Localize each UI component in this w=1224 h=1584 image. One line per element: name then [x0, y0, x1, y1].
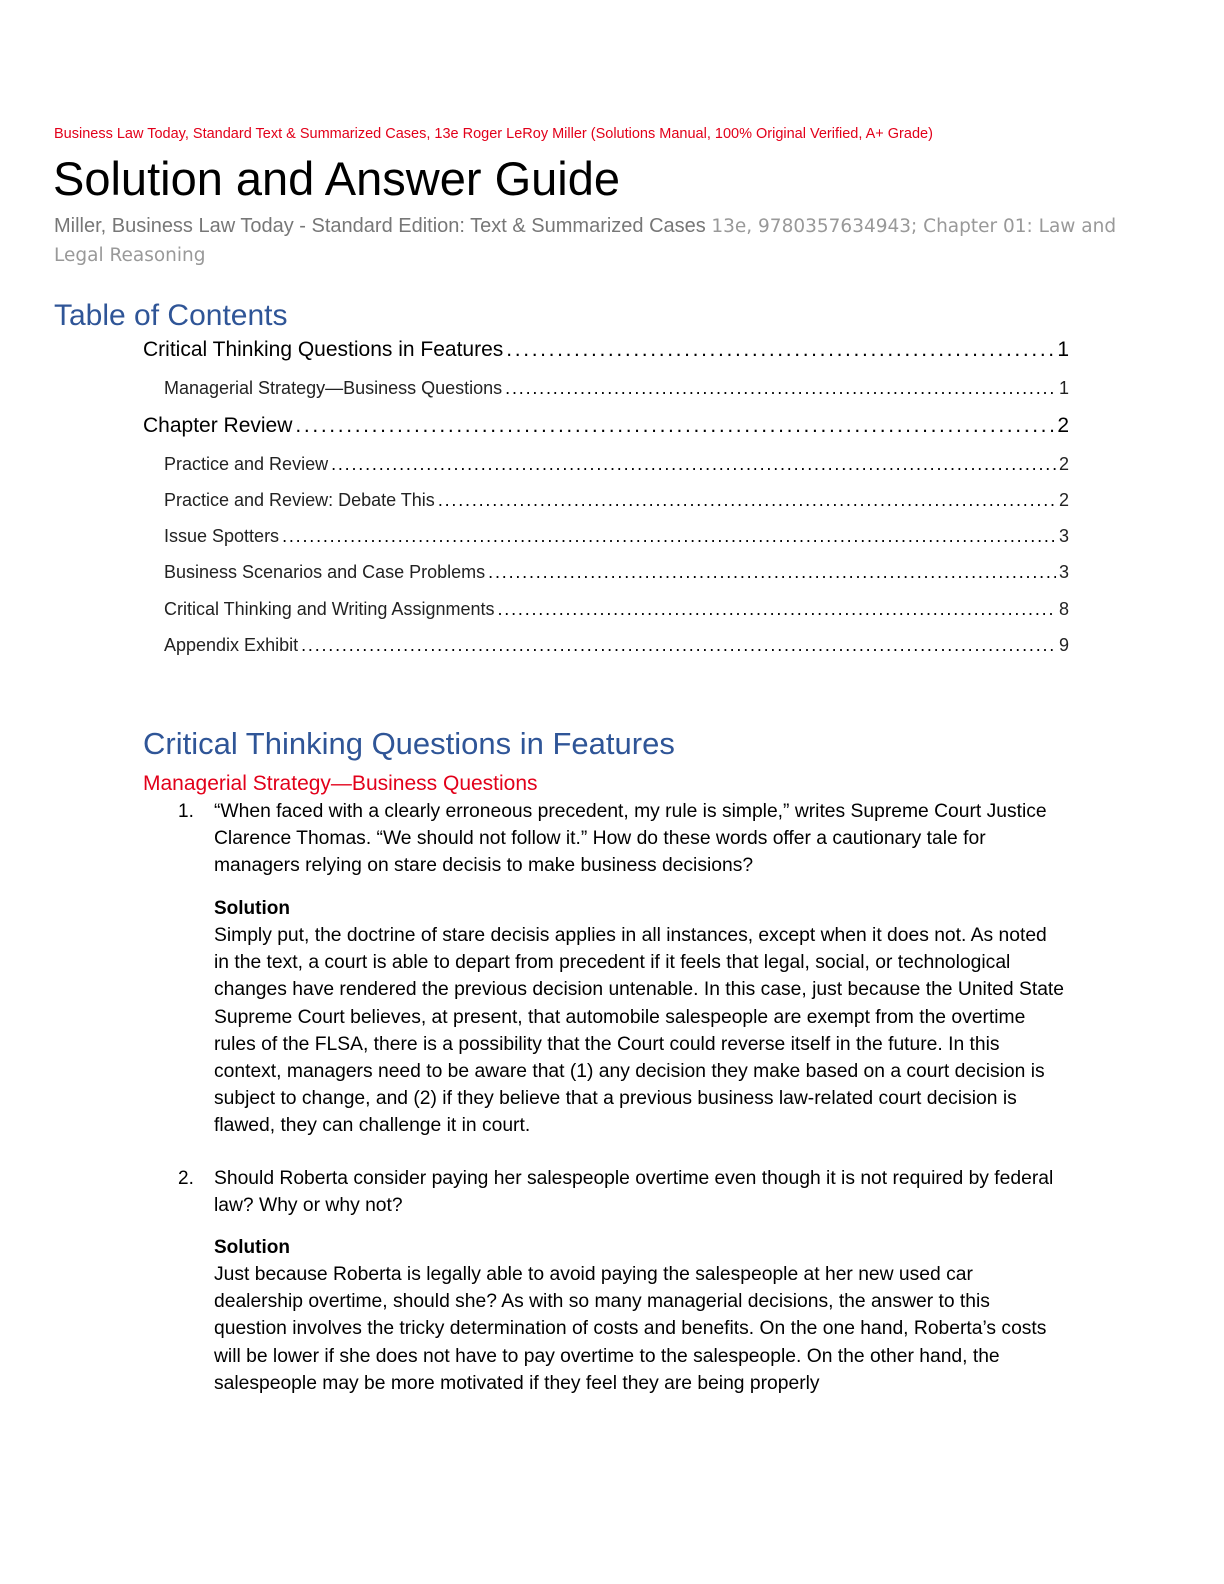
toc-entry-label: Business Scenarios and Case Problems — [164, 562, 486, 582]
toc-entry[interactable] — [164, 454, 1069, 475]
toc-entry-label: Practice and Review: Debate This — [164, 490, 435, 510]
question-number: 1. — [178, 801, 194, 822]
subtitle-chapter: 13e, 9780357634943; Chapter 01: Law and Legal Reasoning — [54, 216, 1117, 266]
toc-entry-page: 3 — [1058, 526, 1069, 546]
toc-entry-label: Issue Spotters — [164, 526, 280, 546]
toc-entry-label: Chapter Review — [143, 414, 293, 437]
toc-entry-page: 2 — [1058, 490, 1069, 510]
question-number: 2. — [178, 1168, 194, 1189]
document-subtitle — [54, 212, 1154, 270]
solution-text: Simply put, the doctrine of stare decisis applies in all instances, except when it does not. As noted in the text, a court is able to depart from precedent if it feels that legal, social, or technological changes have rendered the previous decision untenable. In this case, just because the United State Supreme Court believes, at present, that automobile salespeople are exempt from the overtime rules of the FLSA, there is a possibility that the Court could reverse itself in the future. In this context, managers need to be aware that (1) any decision they make based on a court decision is subject to change, and (2) if they believe that a previous business law-related court decision is flawed, they can challenge it in court. — [214, 925, 1065, 1137]
toc-entry-label: Critical Thinking and Writing Assignments — [164, 599, 495, 619]
section-heading: Critical Thinking Questions in Features — [143, 726, 675, 761]
toc-entry-page: 2 — [1057, 414, 1069, 437]
toc-entry-page: 3 — [1058, 562, 1069, 582]
toc-entry-label: Practice and Review — [164, 454, 329, 474]
toc-entry[interactable] — [164, 490, 1069, 511]
toc-leader — [438, 490, 1056, 511]
toc-leader — [488, 562, 1056, 583]
toc-entry-page: 9 — [1058, 635, 1069, 655]
toc-entry-page: 8 — [1058, 599, 1069, 619]
subtitle-book: Miller, Business Law Today - Standard Edition: Text & Summarized Cases — [54, 215, 712, 237]
document-title: Solution and Answer Guide — [53, 152, 620, 205]
toc-leader — [331, 454, 1056, 475]
toc-entry[interactable] — [164, 635, 1069, 656]
question-text: “When faced with a clearly erroneous precedent, my rule is simple,” writes Supreme Court Justice Clarence Thomas. “We should not follow it.” How do these words offer a cautionary tale for managers relying on stare decisis to make business decisions? — [214, 801, 1047, 877]
toc-entry[interactable] — [143, 338, 1069, 362]
toc-entry-page: 1 — [1058, 378, 1069, 398]
toc-entry-label: Critical Thinking Questions in Features — [143, 338, 504, 361]
toc-leader — [506, 338, 1054, 362]
toc-leader — [301, 635, 1056, 656]
solution-text: Just because Roberta is legally able to avoid paying the salespeople at her new used car dealership overtime, should she? As with so many managerial decisions, the answer to this question involves the tricky determination of costs and benefits. On the one hand, Roberta’s costs will be lower if she does not have to pay overtime to the salespeople. On the other hand, the salespeople may be more motivated if they feel they are being properly — [214, 1264, 1047, 1394]
toc-entry[interactable] — [164, 562, 1069, 583]
toc-entry-page: 1 — [1057, 338, 1069, 361]
toc-leader — [295, 414, 1054, 438]
toc-leader — [497, 599, 1056, 620]
solution-label: Solution — [214, 898, 290, 919]
question-text: Should Roberta consider paying her salespeople overtime even though it is not required by federal law? Why or why not? — [214, 1168, 1054, 1217]
toc-heading: Table of Contents — [54, 299, 288, 332]
toc-leader — [282, 526, 1056, 547]
toc-entry[interactable] — [164, 378, 1069, 399]
toc-entry-label: Managerial Strategy—Business Questions — [164, 378, 503, 398]
toc-entry[interactable] — [143, 414, 1069, 438]
toc-entry-page: 2 — [1058, 454, 1069, 474]
toc-leader — [505, 378, 1056, 399]
toc-entry-label: Appendix Exhibit — [164, 635, 299, 655]
toc-entry[interactable] — [164, 526, 1069, 547]
solution-label: Solution — [214, 1237, 290, 1258]
section-subheading: Managerial Strategy—Business Questions — [143, 772, 538, 795]
toc-entry[interactable] — [164, 599, 1069, 620]
header-banner: Business Law Today, Standard Text & Summarized Cases, 13e Roger LeRoy Miller (Solutions Manual, 100% Original Verified, A+ Grade) — [54, 126, 933, 142]
